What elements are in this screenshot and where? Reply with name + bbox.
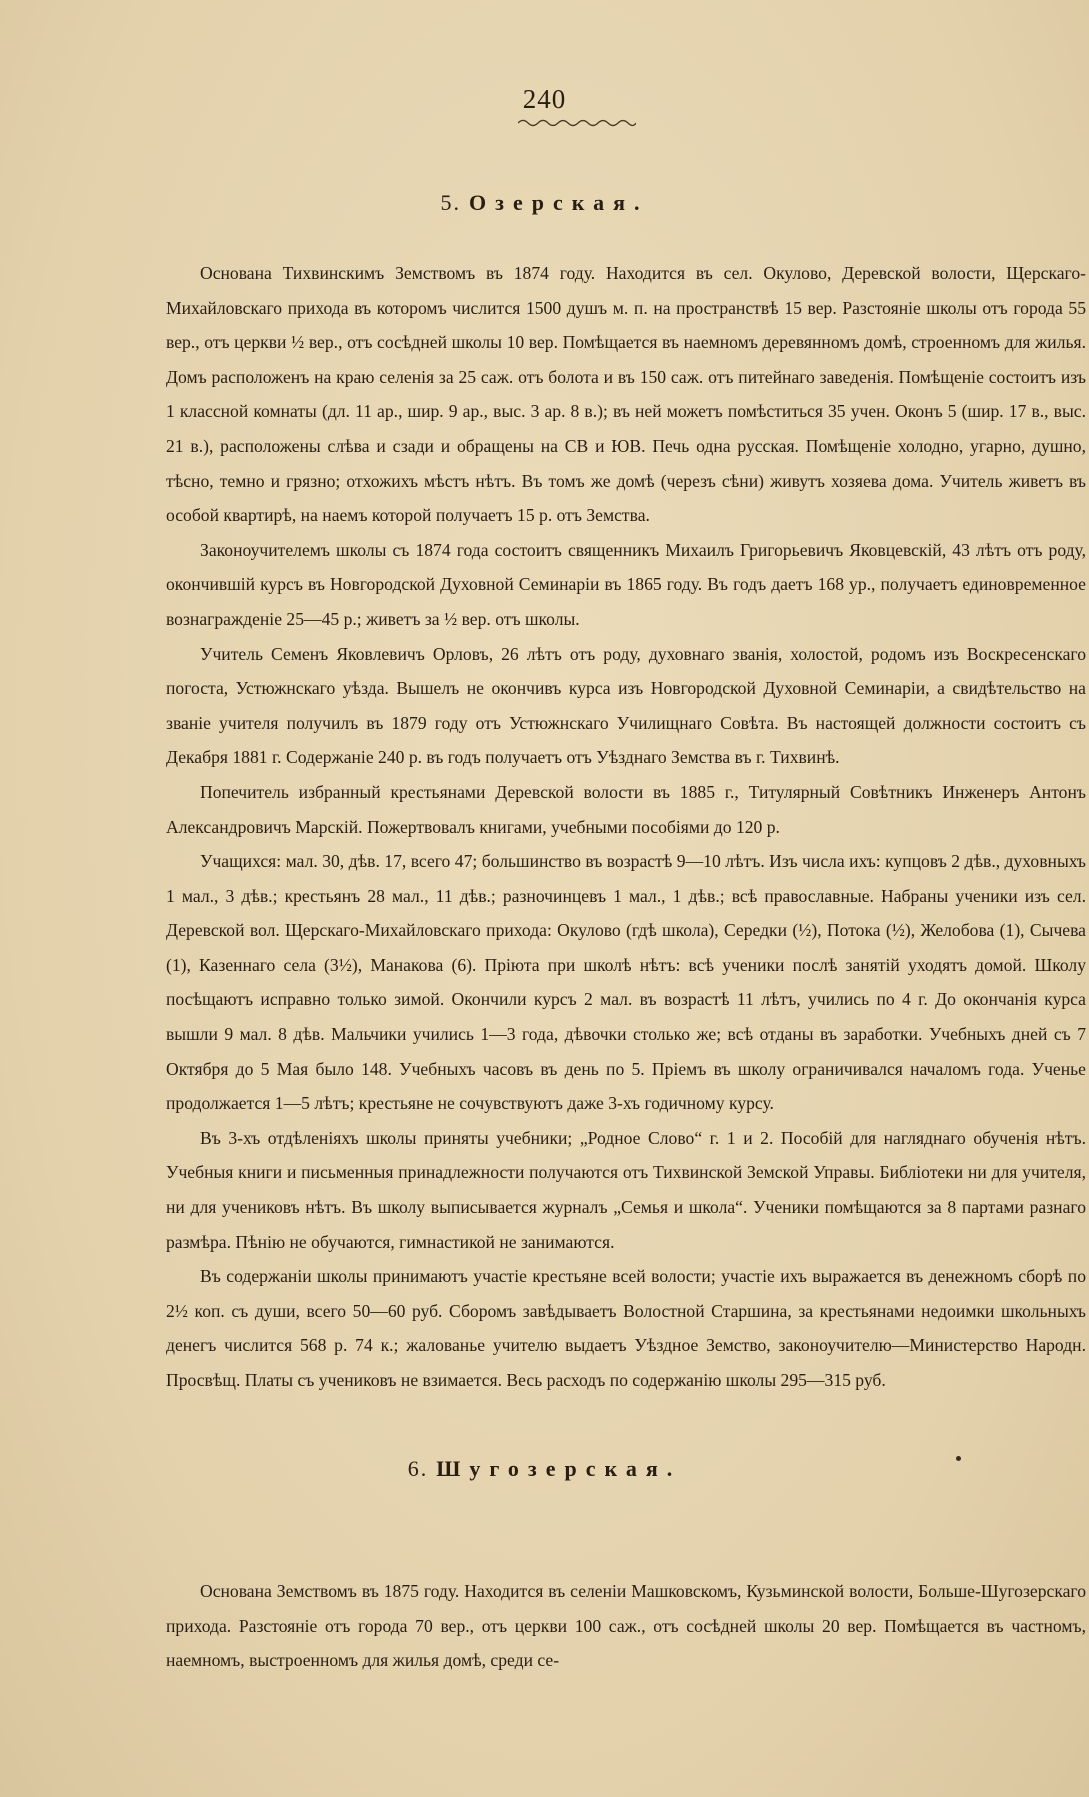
paragraph: Попечитель избранный крестьянами Деревской волости въ 1885 г., Титулярный Совѣтникъ Инженеръ Антонъ Александровичъ Марскій. Пожертвовалъ книгами, учебными пособіями до 120 р. <box>166 781 1086 837</box>
section-heading-6 <box>0 1456 1089 1482</box>
paragraph: Учащихся: мал. 30, дѣв. 17, всего 47; большинство въ возрастѣ 9—10 лѣтъ. Изъ числа ихъ: купцовъ 2 дѣв., духовныхъ 1 мал., 3 дѣв.; крестьянъ 28 мал., 11 дѣв.; разночинцевъ 1 мал., 1 дѣв.; всѣ православные. Набраны ученики изъ сел. Деревской вол. Щерскаго-Михайловскаго прихода: Окулово (гдѣ школа), Середки (½), Потока (½), Желобова (1), Сычева (1), Казеннаго села (3½), Манакова (6). Пріюта при школѣ нѣтъ: всѣ ученики послѣ занятій уходятъ домой. Школу посѣщаютъ исправно только зимой. Окончили курсъ 2 мал. въ возрастѣ 11 лѣтъ, учились по 4 г. До окончанія курса вышли 9 мал. 8 дѣв. Мальчики учились 1—3 года, дѣвочки столько же; всѣ отданы въ заработки. Учебныхъ дней съ 7 Октября до 5 Мая было 148. Учебныхъ часовъ въ день по 5. Пріемъ въ школу ограничивался началомъ года. Ученье продолжается 1—5 лѣтъ; крестьяне не сочувствуютъ даже 3-хъ годичному курсу. <box>166 851 1086 1114</box>
section-title: Озерская. <box>469 190 649 215</box>
ink-dot <box>956 1456 961 1461</box>
paragraph: Въ 3-хъ отдѣленіяхъ школы приняты учебники; „Родное Слово“ г. 1 и 2. Пособій для нагляднаго обученія нѣтъ. Учебныя книги и письменныя принадлежности получаются отъ Тихвинской Земской Управы. Библіотеки ни для учителя, ни для учениковъ нѣтъ. Въ школу выписывается журналъ „Семья и школа“. Ученики помѣщаются за 8 партами разнаго размѣра. Пѣнію не обучаются, гимнастикой не занимаются. <box>166 1127 1086 1252</box>
paragraph: Въ содержаніи школы принимаютъ участіе крестьяне всей волости; участіе ихъ выражается въ денежномъ сборѣ по 2½ коп. съ души, всего 50—60 руб. Сборомъ завѣдываетъ Волостной Старшина, за крестьянами недоимки школьныхъ денегъ числится 568 р. 74 к.; жалованье учителю выдаетъ Уѣздное Земство, законоучителю—Министерство Народн. Просвѣщ. Платы съ учениковъ не взимается. Весь расходъ по содержанію школы 295—315 руб. <box>166 1266 1086 1390</box>
paragraph: Законоучителемъ школы съ 1874 года состоитъ священникъ Михаилъ Григорьевичъ Яковцевскій, 43 лѣтъ отъ роду, окончившій курсъ въ Новгородской Духовной Семинаріи въ 1865 году. Въ годъ даетъ 168 ур., получаетъ единовременное вознагражденіе 25—45 р.; живетъ за ½ вер. отъ школы. <box>166 539 1086 629</box>
paragraph: Основана Земствомъ въ 1875 году. Находится въ селеніи Машковскомъ, Кузьминской волости, Больше-Шугозерскаго прихода. Разстояніе отъ города 70 вер., отъ церкви 100 саж., отъ сосѣдней школы 20 вер. Помѣщается въ частномъ, наемномъ, выстроенномъ для жилья домѣ, среди се- <box>166 1581 1086 1671</box>
section-heading-5 <box>0 190 1089 216</box>
section-number: 6. <box>407 1456 429 1481</box>
section-body-6 <box>166 1574 1086 1678</box>
paragraph: Учитель Семенъ Яковлевичъ Орловъ, 26 лѣтъ отъ роду, духовнаго званія, холостой, родомъ изъ Воскресенскаго погоста, Устюжнскаго уѣзда. Вышелъ не окончивъ курса изъ Новгородской Духовной Семинаріи, а свидѣтельство на званіе учителя получилъ въ 1879 году отъ Устюжнскаго Училищнаго Совѣта. Въ настоящей должности состоитъ съ Декабря 1881 г. Содержаніе 240 р. въ годъ получаетъ отъ Уѣзднаго Земства въ г. Тихвинѣ. <box>166 643 1086 768</box>
section-body-5 <box>166 256 1086 1398</box>
paragraph: Основана Тихвинскимъ Земствомъ въ 1874 году. Находится въ сел. Окулово, Деревской волости, Щерскаго-Михайловскаго прихода въ которомъ числится 1500 душъ м. п. на пространствѣ 15 вер. Разстояніе школы отъ города 55 вер., отъ церкви ½ вер., отъ сосѣдней школы 10 вер. Помѣщается въ наемномъ деревянномъ домѣ, строенномъ для жилья. Домъ расположенъ на краю селенія за 25 саж. отъ болота и въ 150 саж. отъ питейнаго заведенія. Помѣщеніе состоитъ изъ 1 классной комнаты (дл. 11 ар., шир. 9 ар., выс. 3 ар. 8 в.); въ ней можетъ помѣститься 35 учен. Оконъ 5 (шир. 17 в., выс. 21 в.), расположены слѣва и сзади и обращены на СВ и ЮВ. Печь одна русская. Помѣщеніе холодно, угарно, душно, тѣсно, темно и грязно; отхожихъ мѣстъ нѣтъ. Въ томъ же домѣ (черезъ сѣни) живутъ хозяева дома. Учитель живетъ въ особой квартирѣ, на наемъ которой получаетъ 15 р. отъ Земства. <box>166 263 1086 526</box>
page-number: 240 <box>522 84 567 114</box>
ornament-divider <box>518 118 636 128</box>
section-number: 5. <box>440 190 462 215</box>
section-title: Шугозерская. <box>436 1456 682 1481</box>
